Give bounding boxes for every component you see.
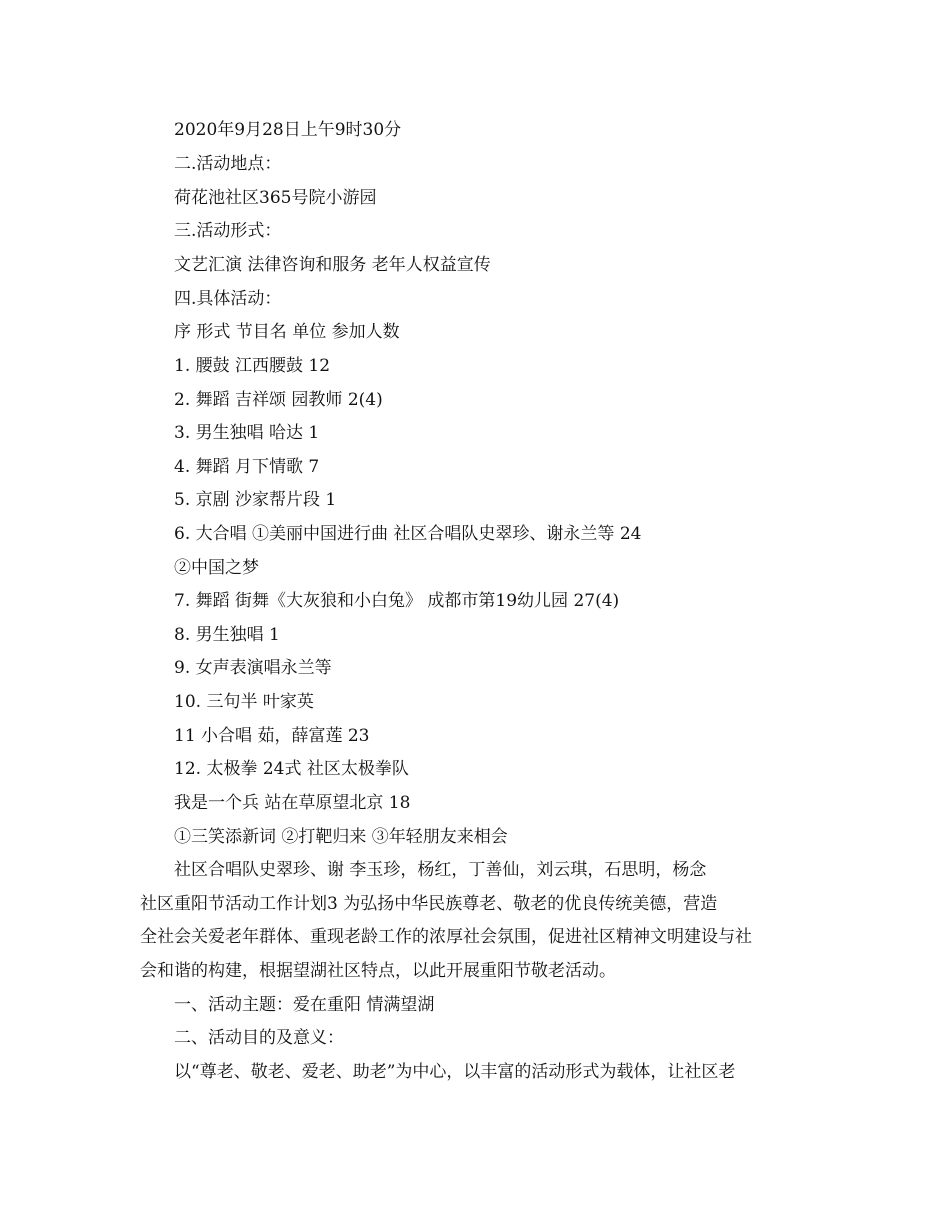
program-item-continuation: 我是一个兵 站在草原望北京 18 — [174, 793, 411, 813]
plan-paragraph-line: 社区重阳节活动工作计划3 为弘扬中华民族尊老、敬老的优良传统美德，营造 — [140, 894, 718, 914]
event-time: 2020年9月28日上午9时30分 — [174, 120, 402, 140]
program-header: 序 形式 节目名 单位 参加人数 — [174, 322, 400, 342]
program-item-continuation: ①三笑添新词 ②打靶归来 ③年轻朋友来相会 — [174, 827, 508, 847]
section-heading-format: 三.活动形式： — [174, 221, 282, 241]
program-item: 6. 大合唱 ①美丽中国进行曲 社区合唱队史翠珍、谢永兰等 24 — [174, 524, 642, 544]
program-item: 9. 女声表演唱永兰等 — [174, 658, 332, 678]
purpose-text: 以“尊老、敬老、爱老、助老”为中心，以丰富的活动形式为载体，让社区老 — [174, 1062, 736, 1082]
activity-theme: 一、活动主题：爱在重阳 情满望湖 — [174, 995, 435, 1015]
program-item: 12. 太极拳 24式 社区太极拳队 — [174, 759, 409, 779]
program-item-continuation: 社区合唱队史翠珍、谢 李玉珍，杨红，丁善仙，刘云琪，石思明，杨念 — [174, 860, 707, 880]
program-item-continuation: ②中国之梦 — [174, 558, 259, 578]
plan-paragraph-line: 会和谐的构建，根据望湖社区特点，以此开展重阳节敬老活动。 — [140, 961, 616, 981]
section-heading-activities: 四.具体活动： — [174, 289, 282, 309]
section-heading-location: 二.活动地点： — [174, 154, 282, 174]
program-item: 1. 腰鼓 江西腰鼓 12 — [174, 356, 331, 376]
event-format: 文艺汇演 法律咨询和服务 老年人权益宣传 — [174, 255, 491, 275]
program-item: 4. 舞蹈 月下情歌 7 — [174, 457, 320, 477]
program-item: 3. 男生独唱 哈达 1 — [174, 423, 320, 443]
program-item: 10. 三句半 叶家英 — [174, 692, 314, 712]
section-heading-purpose: 二、活动目的及意义： — [174, 1028, 344, 1048]
program-item: 11 小合唱 茹，薛富莲 23 — [174, 726, 370, 746]
program-item: 5. 京剧 沙家帮片段 1 — [174, 490, 337, 510]
event-location: 荷花池社区365号院小游园 — [174, 188, 377, 208]
plan-paragraph-line: 全社会关爱老年群体、重现老龄工作的浓厚社会氛围，促进社区精神文明建设与社 — [140, 927, 752, 947]
program-item: 7. 舞蹈 街舞《大灰狼和小白兔》 成都市第19幼儿园 27(4) — [174, 591, 620, 611]
program-item: 8. 男生独唱 1 — [174, 625, 280, 645]
program-item: 2. 舞蹈 吉祥颂 园教师 2(4) — [174, 390, 383, 410]
